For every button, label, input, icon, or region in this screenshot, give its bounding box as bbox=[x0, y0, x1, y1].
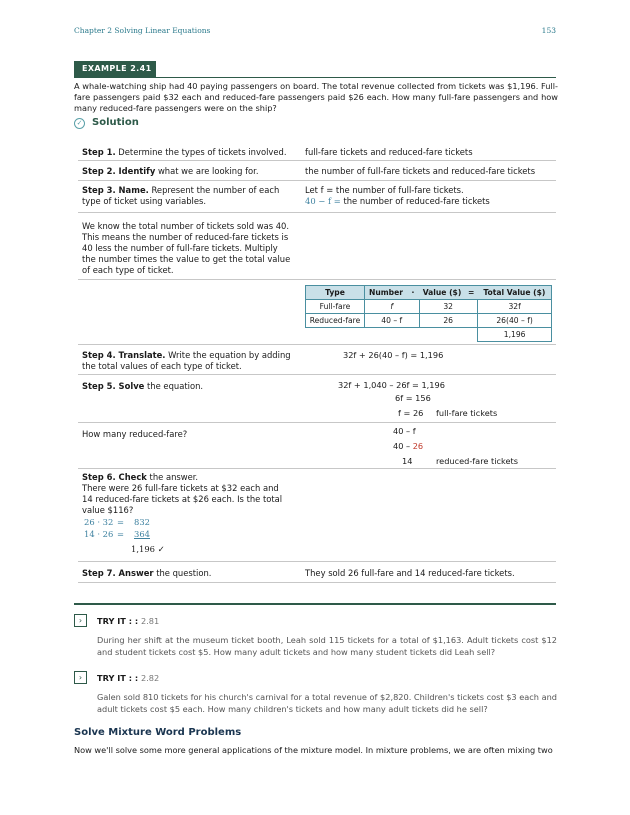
try-it-label-2: TRY IT : : 2.82 bbox=[97, 673, 160, 683]
example-rule bbox=[74, 77, 556, 78]
table-header-row bbox=[306, 286, 552, 300]
step-4: Step 4. Translate. Write the equation by adding the total values of each type of ticket. bbox=[82, 350, 291, 371]
try-it-text-1: During her shift at the museum ticket booth, Leah sold 115 tickets for a total of $1,163. Adult tickets cost $12 and student tickets cost $5. How many adult tickets and how many student tickets did Leah sell? bbox=[97, 635, 557, 657]
step-3: Step 3. Name. Represent the number of each type of ticket using variables. bbox=[82, 185, 280, 206]
table-cell: 32 bbox=[419, 300, 477, 314]
value-table bbox=[305, 285, 552, 342]
check-line-1-eq: = bbox=[117, 517, 125, 527]
check-line-1-left: 26 · 32 bbox=[84, 517, 114, 527]
section-text: Now we'll solve some more general applications of the mixture model. In mixture problems, we are often mixing two bbox=[74, 745, 553, 755]
step-5-equation-1: 32f + 1,040 – 26f = 1,196 bbox=[338, 380, 445, 390]
check-line-2-left: 14 · 26 bbox=[84, 529, 114, 539]
step-4-equation: 32f + 26(40 – f) = 1,196 bbox=[343, 350, 444, 360]
table-row bbox=[306, 314, 552, 328]
table-total-row bbox=[306, 328, 552, 342]
step-6: Step 6. Check the answer. bbox=[82, 472, 199, 482]
table-cell: f bbox=[365, 300, 420, 314]
try-it-label-1: TRY IT : : 2.81 bbox=[97, 616, 160, 626]
reduced-fare-question: How many reduced-fare? bbox=[82, 429, 188, 439]
table-cell: 40 – f bbox=[365, 314, 420, 328]
step-7-answer: They sold 26 full-fare and 14 reduced-fare tickets. bbox=[305, 568, 515, 578]
step-2-answer: the number of full-fare tickets and reduced-fare tickets bbox=[305, 166, 536, 176]
row-divider bbox=[78, 582, 556, 583]
table-header: · bbox=[407, 286, 419, 300]
table-header: Total Value ($) bbox=[477, 286, 552, 300]
step-3-answer-2: 40 − f = the number of reduced-fare tickets bbox=[305, 196, 490, 206]
check-line-2-eq: = bbox=[117, 529, 125, 539]
step-2: Step 2. Identify what we are looking for. bbox=[82, 166, 259, 176]
solution-title[interactable]: Solution bbox=[92, 117, 139, 128]
step-5-note: full-fare tickets bbox=[436, 408, 498, 418]
table-cell: 26 bbox=[419, 314, 477, 328]
step-5-equation-3: f = 26 bbox=[398, 408, 424, 418]
try-it-text-2: Galen sold 810 tickets for his church's carnival for a total revenue of $2,820. Children's tickets cost $3 each and adult tickets cost $5 each. How many children's tickets and how many adult tickets did he sell? bbox=[97, 692, 557, 714]
reduced-equation-1: 40 – f bbox=[393, 426, 416, 436]
check-line-1-right: 832 bbox=[134, 517, 150, 527]
table-cell: 26(40 – f) bbox=[477, 314, 552, 328]
step-6-text: There were 26 full-fare tickets at $32 each and 14 reduced-fare tickets at $26 each. Is the total value $116? bbox=[82, 483, 283, 515]
chapter-header: Chapter 2 Solving Linear Equations bbox=[74, 26, 211, 35]
reduced-note: reduced-fare tickets bbox=[436, 456, 518, 466]
step-5-equation-2: 6f = 156 bbox=[395, 393, 431, 403]
row-divider bbox=[78, 212, 556, 213]
row-divider bbox=[78, 279, 556, 280]
ticket-note: We know the total number of tickets sold was 40. This means the number of reduced-fare tickets is 40 less the number of full-fare tickets. Multiply the number times the value to get the total value of each type of ticket. bbox=[82, 221, 291, 275]
row-divider bbox=[78, 344, 556, 345]
chevron-right-icon[interactable]: › bbox=[74, 614, 87, 627]
row-divider bbox=[78, 180, 556, 181]
row-divider bbox=[78, 160, 556, 161]
example-problem: A whale-watching ship had 40 paying passengers on board. The total revenue collected from tickets was $1,196. Full-fare passengers paid $32 each and reduced-fare passengers paid $26 each. How many full-fare passengers and how many reduced-fare passengers were on the ship? bbox=[74, 81, 558, 113]
table-header: Value ($) bbox=[419, 286, 465, 300]
table-header: = bbox=[465, 286, 477, 300]
table-row bbox=[306, 300, 552, 314]
row-divider bbox=[78, 561, 556, 562]
step-3-answer-1: Let f = the number of full-fare tickets. bbox=[305, 185, 464, 195]
example-label: EXAMPLE 2.41 bbox=[74, 61, 156, 77]
step-7: Step 7. Answer the question. bbox=[82, 568, 212, 578]
step-1-answer: full-fare tickets and reduced-fare tickets bbox=[305, 147, 473, 157]
reduced-equation-3: 14 bbox=[402, 456, 413, 466]
table-header: Number bbox=[365, 286, 408, 300]
table-cell: Reduced-fare bbox=[306, 314, 365, 328]
reduced-equation-2: 40 – 26 bbox=[393, 441, 424, 451]
table-cell: Full-fare bbox=[306, 300, 365, 314]
step-5: Step 5. Solve the equation. bbox=[82, 381, 204, 391]
check-line-2-right: 364 bbox=[134, 529, 150, 539]
section-title: Solve Mixture Word Problems bbox=[74, 727, 242, 738]
row-divider bbox=[78, 422, 556, 423]
solution-check-icon[interactable]: ✓ bbox=[74, 118, 85, 129]
chevron-right-icon[interactable]: › bbox=[74, 671, 87, 684]
page-number: 153 bbox=[541, 26, 556, 35]
table-header: Type bbox=[306, 286, 365, 300]
row-divider bbox=[78, 468, 556, 469]
row-divider bbox=[78, 374, 556, 375]
step-1: Step 1. Determine the types of tickets involved. bbox=[82, 147, 287, 157]
try-it-rule bbox=[74, 603, 556, 605]
table-cell: 32f bbox=[477, 300, 552, 314]
table-total: 1,196 bbox=[477, 328, 552, 342]
check-total: 1,196 ✓ bbox=[131, 544, 165, 554]
